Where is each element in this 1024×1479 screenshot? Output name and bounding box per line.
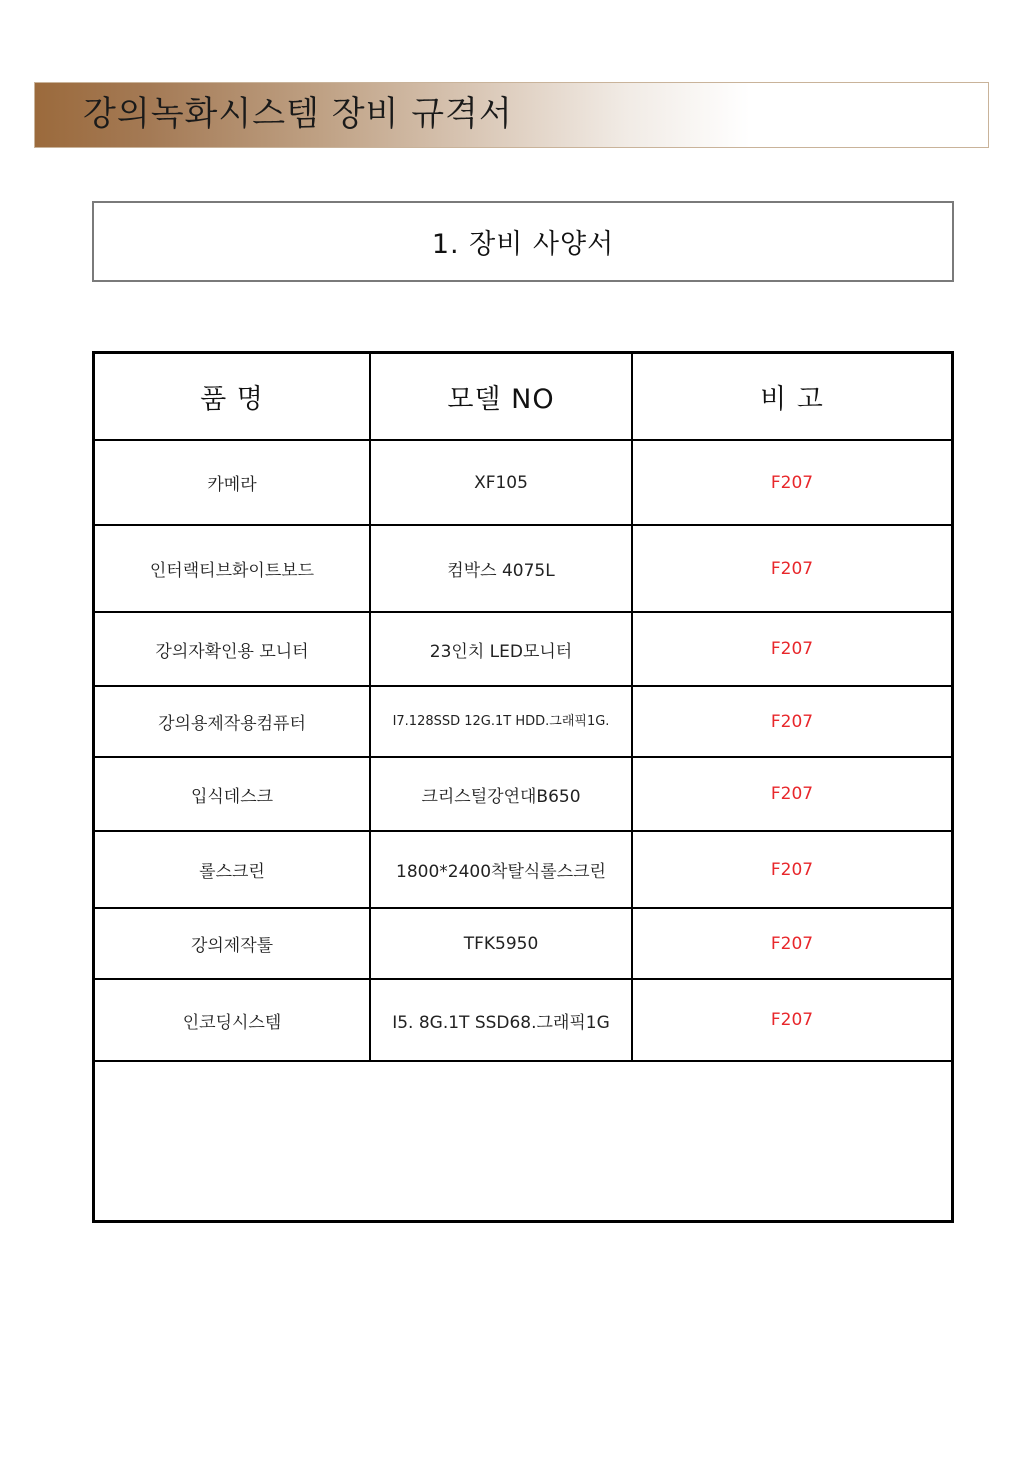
- table-row: [95, 832, 951, 909]
- item-model-cell: 컴박스 4075L: [371, 526, 633, 611]
- section-heading-box: [92, 201, 954, 282]
- item-model-cell: 크리스털강연대B650: [371, 758, 633, 830]
- item-name-cell: 강의제작툴: [95, 909, 371, 978]
- table-row: [95, 909, 951, 980]
- table-row: [95, 980, 951, 1062]
- table-header-row: [95, 354, 951, 441]
- table-empty-area: [95, 1062, 951, 1220]
- item-note-cell: F207: [770, 784, 814, 804]
- item-model-cell: XF105: [371, 441, 633, 524]
- item-note-cell: F207: [770, 711, 814, 732]
- item-note-cell: F207: [770, 1010, 814, 1030]
- item-model-cell: 23인치 LED모니터: [371, 613, 633, 685]
- item-note-cell: F207: [770, 558, 814, 579]
- item-note-cell: F207: [770, 859, 814, 880]
- table-row: [95, 687, 951, 758]
- table-row: [95, 758, 951, 832]
- section-title: 1. 장비 사양서: [431, 229, 615, 260]
- column-header-model: 모델 NO: [371, 354, 633, 439]
- item-note-cell: F207: [770, 639, 814, 659]
- item-name-cell: 롤스크린: [95, 832, 371, 907]
- title-banner: [34, 82, 989, 148]
- equipment-spec-table: [92, 351, 954, 1223]
- table-row: [95, 526, 951, 613]
- item-name-cell: 카메라: [95, 441, 371, 524]
- table-row: [95, 613, 951, 687]
- item-name-cell: 강의용제작용컴퓨터: [95, 687, 371, 756]
- item-name-cell: 인코딩시스템: [95, 980, 371, 1060]
- item-name-cell: 입식데스크: [95, 758, 371, 830]
- column-header-name: 품 명: [95, 354, 371, 439]
- column-header-note: 비 고: [760, 384, 824, 415]
- item-model-cell: TFK5950: [371, 909, 633, 978]
- item-model-cell: I7.128SSD 12G.1T HDD.그래픽1G.: [371, 687, 633, 756]
- item-name-cell: 강의자확인용 모니터: [95, 613, 371, 685]
- item-model-cell: 1800*2400착탈식롤스크린: [371, 832, 633, 907]
- item-note-cell: F207: [770, 472, 814, 493]
- item-note-cell: F207: [770, 933, 814, 954]
- item-model-cell: I5. 8G.1T SSD68.그래픽1G: [371, 980, 633, 1060]
- page-title: 강의녹화시스템 장비 규격서: [83, 94, 513, 134]
- item-name-cell: 인터랙티브화이트보드: [95, 526, 371, 611]
- table-row: [95, 441, 951, 526]
